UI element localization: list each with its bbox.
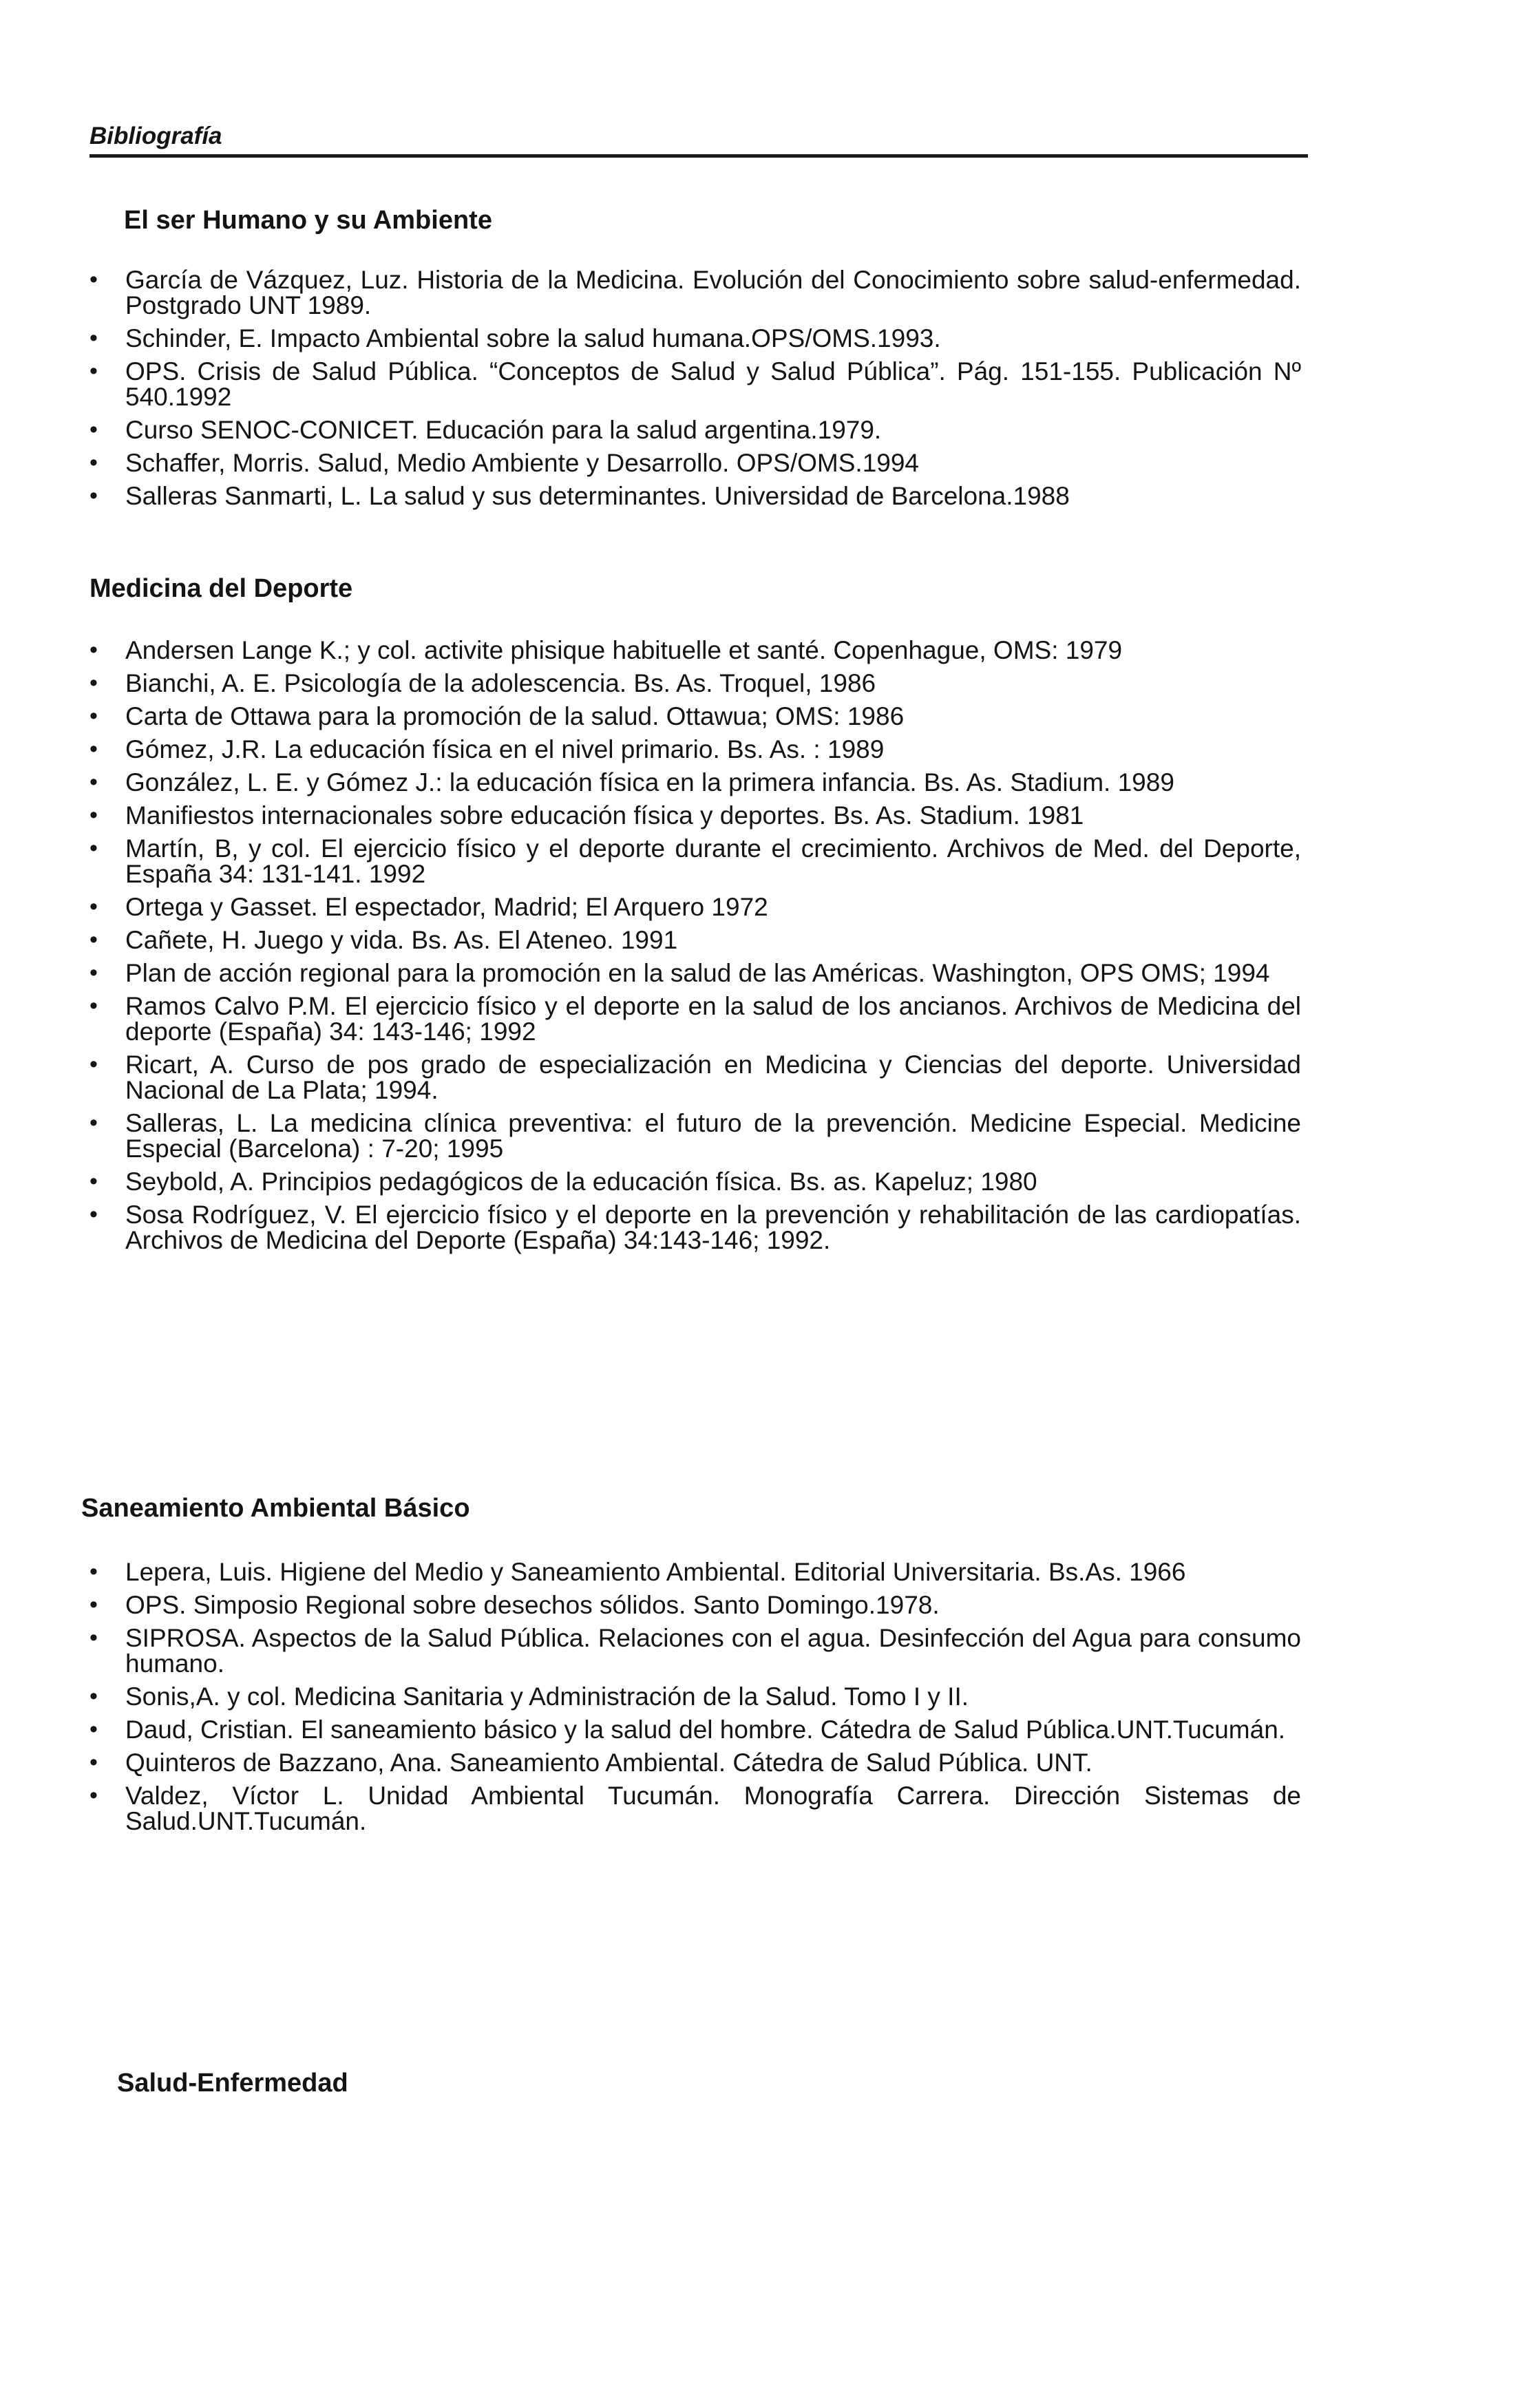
- bullet-icon: •: [89, 927, 98, 953]
- reference-item: [89, 704, 1301, 729]
- bullet-icon: •: [89, 1051, 98, 1077]
- reference-item: [89, 1717, 1301, 1742]
- reference-item: [89, 803, 1301, 828]
- reference-item: [89, 670, 1301, 696]
- reference-item: [89, 1110, 1301, 1161]
- section-heading: El ser Humano y su Ambiente: [124, 206, 492, 235]
- reference-item: [89, 1559, 1301, 1585]
- bullet-icon: •: [89, 1559, 98, 1585]
- bullet-icon: •: [89, 266, 98, 293]
- reference-item: [89, 359, 1301, 410]
- bullet-icon: •: [89, 1110, 98, 1136]
- reference-item: [89, 326, 1301, 351]
- reference-item: [89, 1052, 1301, 1103]
- reference-item: [89, 1750, 1301, 1775]
- bullet-icon: •: [89, 802, 98, 828]
- reference-text: Sosa Rodríguez, V. El ejercicio físico y el deporte en la prevención y rehabilitación de las cardiopatías. Archivos de Medicina del Deporte (España) 34:143-146; 1992.: [125, 1201, 1301, 1254]
- reference-text: OPS. Crisis de Salud Pública. “Conceptos de Salud y Salud Pública”. Pág. 151-155. Publicación Nº 540.1992: [125, 357, 1301, 411]
- reference-item: [89, 1169, 1301, 1194]
- reference-item: [89, 894, 1301, 920]
- bullet-icon: •: [89, 894, 98, 920]
- bullet-icon: •: [89, 993, 98, 1019]
- reference-text: Martín, B, y col. El ejercicio físico y el deporte durante el crecimiento. Archivos de Med. del Deporte, España 34: 131-141. 1992: [125, 834, 1301, 888]
- reference-text: Andersen Lange K.; y col. activite phisique habituelle et santé. Copenhague, OMS: 1979: [125, 636, 1123, 664]
- reference-text: Schinder, E. Impacto Ambiental sobre la salud humana.OPS/OMS.1993.: [125, 324, 941, 352]
- reference-item: [89, 1202, 1301, 1253]
- section-heading: Saneamiento Ambiental Básico: [81, 1494, 470, 1523]
- reference-item: [89, 1592, 1301, 1618]
- reference-text: Ortega y Gasset. El espectador, Madrid; El Arquero 1972: [125, 893, 768, 921]
- reference-text: Bianchi, A. E. Psicología de la adolescencia. Bs. As. Troquel, 1986: [125, 669, 876, 697]
- reference-text: Sonis,A. y col. Medicina Sanitaria y Administración de la Salud. Tomo I y II.: [125, 1682, 969, 1711]
- header-rule: [89, 154, 1308, 158]
- reference-item: [89, 267, 1301, 318]
- bullet-icon: •: [89, 670, 98, 696]
- reference-text: Manifiestos internacionales sobre educación física y deportes. Bs. As. Stadium. 1981: [125, 801, 1084, 830]
- bullet-icon: •: [89, 960, 98, 986]
- reference-item: [89, 417, 1301, 443]
- reference-text: Seybold, A. Principios pedagógicos de la educación física. Bs. as. Kapeluz; 1980: [125, 1168, 1037, 1196]
- bullet-icon: •: [89, 769, 98, 795]
- reference-item: [89, 770, 1301, 795]
- reference-item: [89, 836, 1301, 887]
- bullet-icon: •: [89, 1683, 98, 1709]
- reference-text: Plan de acción regional para la promoción en la salud de las Américas. Washington, OPS OMS; 1994: [125, 959, 1270, 987]
- bullet-icon: •: [89, 835, 98, 861]
- reference-text: Cañete, H. Juego y vida. Bs. As. El Ateneo. 1991: [125, 926, 678, 954]
- reference-list: [89, 1559, 1301, 1841]
- bullet-icon: •: [89, 1749, 98, 1775]
- bullet-icon: •: [89, 325, 98, 351]
- running-head: Bibliografía: [89, 123, 222, 149]
- reference-text: OPS. Simposio Regional sobre desechos sólidos. Santo Domingo.1978.: [125, 1591, 940, 1619]
- reference-text: Salleras, L. La medicina clínica preventiva: el futuro de la prevención. Medicine Especial. Medicine Especial (Barcelona) : 7-20; 1995: [125, 1109, 1301, 1163]
- bullet-icon: •: [89, 1716, 98, 1742]
- reference-text: SIPROSA. Aspectos de la Salud Pública. Relaciones con el agua. Desinfección del Agua para consumo humano.: [125, 1624, 1301, 1678]
- reference-item: [89, 737, 1301, 762]
- bullet-icon: •: [89, 1625, 98, 1651]
- reference-item: [89, 450, 1301, 476]
- reference-text: Valdez, Víctor L. Unidad Ambiental Tucumán. Monografía Carrera. Dirección Sistemas de Salud.UNT.Tucumán.: [125, 1782, 1301, 1835]
- reference-text: Schaffer, Morris. Salud, Medio Ambiente y Desarrollo. OPS/OMS.1994: [125, 449, 919, 477]
- bullet-icon: •: [89, 637, 98, 663]
- bullet-icon: •: [89, 1201, 98, 1227]
- reference-text: González, L. E. y Gómez J.: la educación física en la primera infancia. Bs. As. Stadium. 1989: [125, 768, 1174, 796]
- bullet-icon: •: [89, 358, 98, 384]
- reference-text: Gómez, J.R. La educación física en el nivel primario. Bs. As. : 1989: [125, 735, 885, 763]
- reference-item: [89, 960, 1301, 986]
- bullet-icon: •: [89, 483, 98, 509]
- reference-item: [89, 637, 1301, 663]
- reference-item: [89, 993, 1301, 1044]
- reference-item: [89, 1684, 1301, 1709]
- reference-text: Daud, Cristian. El saneamiento básico y la salud del hombre. Cátedra de Salud Pública.UNT.Tucumán.: [125, 1715, 1286, 1744]
- reference-text: Carta de Ottawa para la promoción de la salud. Ottawua; OMS: 1986: [125, 702, 905, 730]
- bullet-icon: •: [89, 1592, 98, 1618]
- reference-text: García de Vázquez, Luz. Historia de la Medicina. Evolución del Conocimiento sobre salud-enfermedad. Postgrado UNT 1989.: [125, 266, 1301, 319]
- reference-item: [89, 927, 1301, 953]
- reference-text: Curso SENOC-CONICET. Educación para la salud argentina.1979.: [125, 416, 882, 444]
- reference-item: [89, 1783, 1301, 1834]
- page-header: [89, 121, 1315, 158]
- reference-item: [89, 1625, 1301, 1676]
- section-heading: Medicina del Deporte: [89, 574, 353, 603]
- bullet-icon: •: [89, 1782, 98, 1808]
- bullet-icon: •: [89, 1168, 98, 1194]
- section-heading: Salud-Enfermedad: [117, 2069, 348, 2098]
- bullet-icon: •: [89, 450, 98, 476]
- reference-list: [89, 637, 1301, 1260]
- reference-text: Lepera, Luis. Higiene del Medio y Saneamiento Ambiental. Editorial Universitaria. Bs.As. 1966: [125, 1558, 1186, 1586]
- reference-text: Ramos Calvo P.M. El ejercicio físico y el deporte en la salud de los ancianos. Archivos de Medicina del deporte (España) 34: 143-146; 1992: [125, 992, 1301, 1046]
- reference-list: [89, 267, 1301, 516]
- reference-text: Quinteros de Bazzano, Ana. Saneamiento Ambiental. Cátedra de Salud Pública. UNT.: [125, 1749, 1092, 1777]
- reference-item: [89, 483, 1301, 509]
- reference-text: Ricart, A. Curso de pos grado de especialización en Medicina y Ciencias del deporte. Universidad Nacional de La Plata; 1994.: [125, 1050, 1301, 1104]
- reference-text: Salleras Sanmarti, L. La salud y sus determinantes. Universidad de Barcelona.1988: [125, 482, 1070, 510]
- bullet-icon: •: [89, 703, 98, 729]
- bullet-icon: •: [89, 736, 98, 762]
- bullet-icon: •: [89, 416, 98, 443]
